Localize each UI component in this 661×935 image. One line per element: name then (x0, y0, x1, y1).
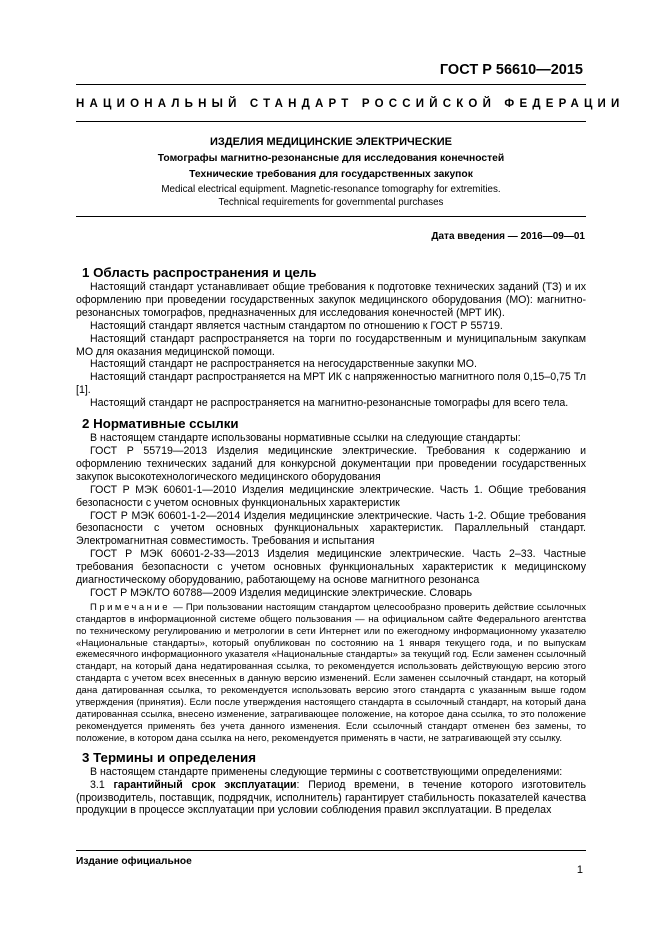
title-en-line-2: Technical requirements for governmental purchases (218, 197, 444, 208)
term-number: 3.1 (90, 778, 114, 791)
term-definition (76, 779, 586, 818)
section-1-heading: 1 Область распространения и цель (82, 265, 317, 280)
normative-reference: ГОСТ Р МЭК 60601-2-33—2013 Изделия медицинские электрические. Часть 2–33. Частные требования безопасности с учетом основных функциональных характеристик к медицинскому диагностическому оборудованию, работающему на основе магнитного резонанса (76, 548, 586, 587)
section-1-paragraph: Настоящий стандарт распространяется на торги по государственным и муниципальным закупкам МО для оказания медицинской помощи. (76, 332, 586, 358)
section-1-paragraph: Настоящий стандарт не распространяется на негосударственные закупки МО. (90, 358, 477, 371)
header-rule (76, 84, 586, 85)
section-1-paragraph: Настоящий стандарт не распространяется на магнитно-резонансные томографы для всего тела. (90, 397, 569, 410)
title-rule-bottom (76, 216, 586, 217)
title-en-line-1: Medical electrical equipment. Magnetic-resonance tomography for extremities. (161, 184, 501, 195)
title-rule-top (76, 121, 586, 122)
intro-date: Дата введения — 2016—09—01 (431, 231, 585, 242)
normative-reference: ГОСТ Р МЭК 60601-1-2—2014 Изделия медицинские электрические. Часть 1-2. Общие требования безопасности с учетом основных функциональных характеристик. Параллельный стандарт. Электромагнитная совместимость. Требования и испытания (76, 509, 586, 548)
page-number: 1 (576, 864, 583, 876)
normative-reference: ГОСТ Р МЭК/ТО 60788—2009 Изделия медицинские электрические. Словарь (90, 586, 473, 599)
gost-number: ГОСТ Р 56610—2015 (439, 62, 583, 78)
section-3-heading: 3 Термины и определения (82, 749, 256, 765)
title-ru-subtitle-2: Технические требования для государственных закупок (189, 169, 473, 180)
main-content (76, 264, 586, 817)
footer-rule (76, 850, 586, 851)
normative-reference: ГОСТ Р 55719—2013 Изделия медицинские электрические. Требования к содержанию и оформлению технических заданий для конкурсной документации при проведении государственных закупок высокотехнологического медицинского оборудования (76, 444, 586, 483)
title-ru-subtitle-1: Томографы магнитно-резонансные для исследования конечностей (157, 153, 505, 164)
section-2-paragraph: В настоящем стандарте использованы нормативные ссылки на следующие стандарты: (90, 432, 521, 445)
national-standard-title: НАЦИОНАЛЬНЫЙ СТАНДАРТ РОССИЙСКОЙ ФЕДЕРАЦИИ (76, 98, 625, 110)
section-3-intro: В настоящем стандарте применены следующие термины с соответствующими определениями: (90, 765, 563, 778)
section-2-heading: 2 Нормативные ссылки (82, 416, 239, 432)
reference-note (76, 602, 586, 745)
official-edition-label: Издание официальное (76, 856, 192, 867)
note-label: Примечание (90, 601, 170, 613)
term-definition-text: : Период времени, в течение которого изготовитель (производитель, поставщик, подрядчик, исполнитель) гарантирует стабильность показателей качества продукции в процессе эксплуатации при условии соблюдения правил эксплуатации. В пределах (76, 778, 586, 817)
note-text: — При пользовании настоящим стандартом целесообразно проверить действие ссылочных стандартов в информационной системе общего пользования — на официальном сайте Федерального агентства по техническому регулированию и метрологии в сети Интернет или по ежегодному информационному указателю «Национальные стандарты», который опубликован по состоянию на 1 января текущего года, и по выпускам ежемесячного информационного указателя «Национальные стандарты» за текущий год. Если заменен ссылочный стандарт, на который дана недатированная ссылка, то рекомендуется использовать действующую версию этого стандарта с учетом всех внесенных в данную версию изменений. Если заменен ссылочный стандарт, на который дана датированная ссылка, то рекомендуется использовать версию этого стандарта с указанным выше годом утверждения (принятия). Если после утверждения настоящего стандарта в ссылочный стандарт, на который дана датированная ссылка, внесено изменение, затрагивающее положение, на которое дана ссылка, то это положение рекомендуется применять без учета данного изменения. Если ссылочный стандарт отменен без замены, то положение, в котором дана ссылка на него, рекомендуется применять в части, не затрагивающей эту ссылку. (76, 601, 586, 744)
title-ru-main: ИЗДЕЛИЯ МЕДИЦИНСКИЕ ЭЛЕКТРИЧЕСКИЕ (209, 136, 453, 148)
term-name: гарантийный срок эксплуатации (113, 778, 297, 791)
section-1-paragraph: Настоящий стандарт распространяется на МРТ ИК с напряженностью магнитного поля 0,15–0,75 Тл [1]. (76, 371, 586, 397)
normative-reference: ГОСТ Р МЭК 60601-1—2010 Изделия медицинские электрические. Часть 1. Общие требования безопасности с учетом основных функциональных характеристик (76, 483, 586, 509)
section-1-paragraph: Настоящий стандарт устанавливает общие требования к подготовке технических заданий (ТЗ) и их оформлению при проведении государственных закупок медицинского оборудования (МО): магнитно-резонансных томографов, предназначенных для исследования конечностей (МРТ ИК). (76, 281, 586, 319)
section-1-paragraph: Настоящий стандарт является частным стандартом по отношению к ГОСТ Р 55719. (90, 319, 503, 332)
